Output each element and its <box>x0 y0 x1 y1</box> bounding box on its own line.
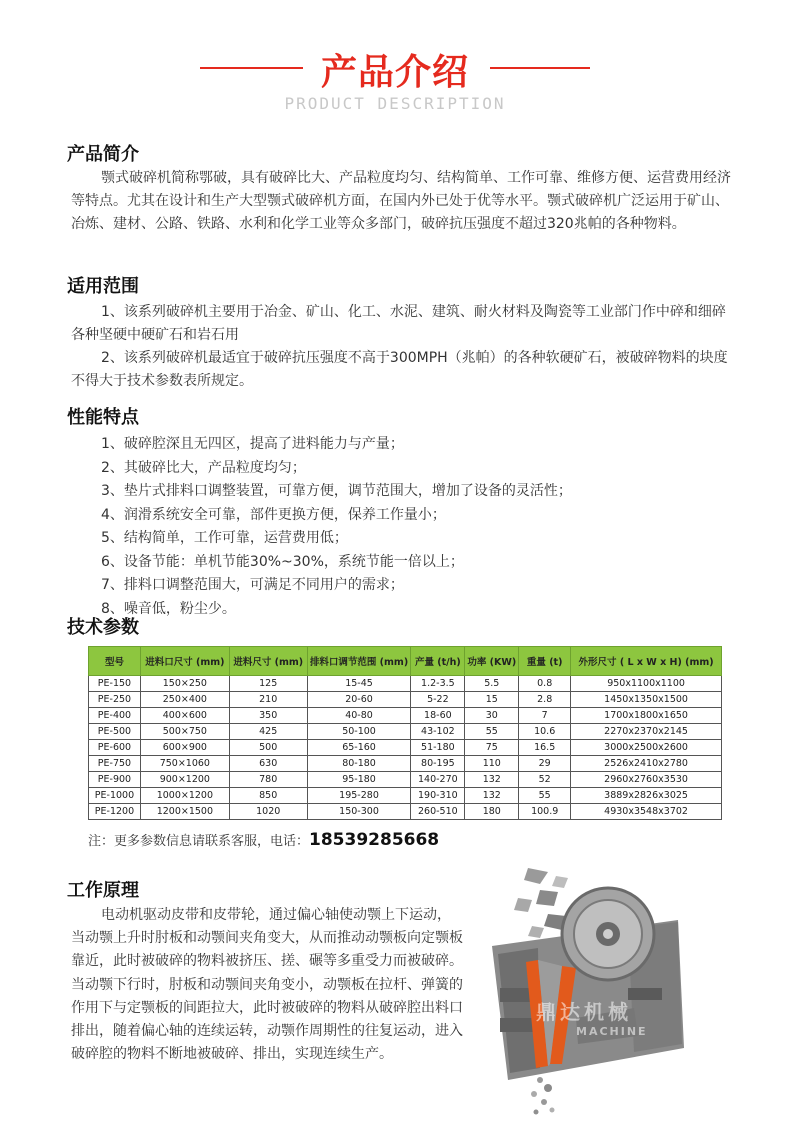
intro-text: 颚式破碎机简称鄂破，具有破碎比大、产品粒度均匀、结构简单、工作可靠、维修方便、运营费用经济等特点。尤其在设计和生产大型颚式破碎机方面，在国内外已处于优等水平。颚式破碎机广泛运用于矿山、冶炼、建材、公路、铁路、水利和化学工业等众多部门，破碎抗压强度不超过320兆帕的各种物料。 <box>71 170 731 232</box>
table-row <box>89 692 722 708</box>
table-cell: 250×400 <box>140 692 229 708</box>
scope-paragraph-1: 1、该系列破碎机主要用于冶金、矿山、化工、水泥、建筑、耐火材料及陶瓷等工业部门作中碎和细碎各种坚硬中硬矿石和岩石用 <box>71 304 726 343</box>
table-cell: 1700x1800x1650 <box>571 708 722 724</box>
table-cell: PE-600 <box>89 740 141 756</box>
scope-heading: 适用范围 <box>67 276 139 297</box>
table-cell: PE-1000 <box>89 788 141 804</box>
table-cell: 55 <box>465 724 519 740</box>
table-cell: 15 <box>465 692 519 708</box>
table-cell: 50-100 <box>307 724 411 740</box>
table-cell: 80-180 <box>307 756 411 772</box>
principle-text: 电动机驱动皮带和皮带轮，通过偏心轴使动颚上下运动，当动颚上升时肘板和动颚间夹角变大，从而推动动颚板向定颚板靠近，此时被破碎的物料被挤压、搓、碾等多重受力而被破碎。当动颚下行时，肘板和动颚间夹角变小，动颚板在拉杆、弹簧的作用下与定颚板的间距拉大，此时被破碎的物料从破碎腔出料口排出，随着偏心轴的连续运转，动颚作周期性的往复运动，进入破碎腔的物料不断地被破碎、排出，实现连续生产。 <box>71 907 463 1063</box>
phone-number[interactable]: 18539285668 <box>309 830 440 850</box>
jaw-crusher-drawing <box>478 868 693 1118</box>
table-cell: 7 <box>519 708 571 724</box>
table-cell: 95-180 <box>307 772 411 788</box>
feature-item: 5、结构简单，工作可靠，运营费用低； <box>101 530 348 546</box>
table-cell: 10.6 <box>519 724 571 740</box>
feature-item: 4、润滑系统安全可靠，部件更换方便，保养工作量小； <box>101 506 446 523</box>
table-cell: 850 <box>229 788 307 804</box>
table-cell: 400×600 <box>140 708 229 724</box>
table-cell: PE-500 <box>89 724 141 740</box>
table-cell: 1020 <box>229 804 307 820</box>
table-cell: 190-310 <box>411 788 465 804</box>
table-cell: 1450x1350x1500 <box>571 692 722 708</box>
table-cell: 30 <box>465 708 519 724</box>
header-divider-right <box>490 67 590 69</box>
table-row <box>89 772 722 788</box>
table-header-row <box>89 647 722 676</box>
table-cell: 75 <box>465 740 519 756</box>
table-cell: PE-900 <box>89 772 141 788</box>
table-cell: 2.8 <box>519 692 571 708</box>
table-cell: 18-60 <box>411 708 465 724</box>
table-cell: 750×1060 <box>140 756 229 772</box>
table-cell: 5.5 <box>465 676 519 692</box>
column-header: 进料尺寸 (mm) <box>229 647 307 676</box>
table-cell: 3889x2826x3025 <box>571 788 722 804</box>
table-cell: 65-160 <box>307 740 411 756</box>
jaw-crusher-illustration <box>478 868 693 1118</box>
table-cell: 260-510 <box>411 804 465 820</box>
intro-heading: 产品简介 <box>67 144 139 165</box>
column-header: 进料口尺寸 (mm) <box>140 647 229 676</box>
column-header: 型号 <box>89 647 141 676</box>
table-cell: 1.2-3.5 <box>411 676 465 692</box>
table-cell: 500 <box>229 740 307 756</box>
table-cell: 2270x2370x2145 <box>571 724 722 740</box>
table-cell: 780 <box>229 772 307 788</box>
page-title: 产品介绍 <box>320 52 469 93</box>
column-header: 外形尺寸 ( L x W x H) (mm) <box>571 647 722 676</box>
table-cell: PE-1200 <box>89 804 141 820</box>
table-cell: 350 <box>229 708 307 724</box>
table-row <box>89 788 722 804</box>
scope-paragraph-2: 2、该系列破碎机最适宜于破碎抗压强度不高于300MPH（兆帕）的各种软硬矿石，被破碎物料的块度不得大于技术参数表所规定。 <box>71 350 728 389</box>
table-cell: 132 <box>465 772 519 788</box>
spec-table <box>88 646 722 820</box>
table-cell: 132 <box>465 788 519 804</box>
page-subtitle: PRODUCT DESCRIPTION <box>284 94 506 113</box>
table-cell: 43-102 <box>411 724 465 740</box>
column-header: 功率 (KW) <box>465 647 519 676</box>
watermark-logo <box>506 996 686 1046</box>
table-cell: 55 <box>519 788 571 804</box>
features-list <box>101 433 572 621</box>
note-label: 注：更多参数信息请联系客服，电话： <box>88 834 310 849</box>
table-cell: 52 <box>519 772 571 788</box>
table-cell: 2960x2760x3530 <box>571 772 722 788</box>
feature-item: 6、设备节能：单机节能30%~30%，系统节能一倍以上； <box>101 553 464 570</box>
table-cell: 20-60 <box>307 692 411 708</box>
table-cell: 140-270 <box>411 772 465 788</box>
feature-item: 7、排料口调整范围大，可满足不同用户的需求； <box>101 577 404 593</box>
feature-item: 1、破碎腔深且无四区，提高了进料能力与产量； <box>101 436 404 452</box>
table-cell: PE-400 <box>89 708 141 724</box>
features-heading: 性能特点 <box>67 407 139 428</box>
table-cell: 150-300 <box>307 804 411 820</box>
table-cell: 150×250 <box>140 676 229 692</box>
table-cell: 950x1100x1100 <box>571 676 722 692</box>
table-cell: 1200×1500 <box>140 804 229 820</box>
feature-item: 8、噪音低，粉尘少。 <box>101 600 236 617</box>
watermark-en: MACHINE <box>576 1025 648 1038</box>
table-cell: 1000×1200 <box>140 788 229 804</box>
table-cell: 15-45 <box>307 676 411 692</box>
specs-heading: 技术参数 <box>67 617 139 638</box>
table-cell: PE-250 <box>89 692 141 708</box>
table-row <box>89 724 722 740</box>
table-cell: 900×1200 <box>140 772 229 788</box>
contact-note <box>88 830 439 850</box>
table-cell: 40-80 <box>307 708 411 724</box>
column-header: 重量 (t) <box>519 647 571 676</box>
table-cell: 4930x3548x3702 <box>571 804 722 820</box>
table-row <box>89 804 722 820</box>
table-row <box>89 708 722 724</box>
table-cell: 195-280 <box>307 788 411 804</box>
table-cell: 80-195 <box>411 756 465 772</box>
table-cell: 125 <box>229 676 307 692</box>
table-cell: PE-750 <box>89 756 141 772</box>
table-cell: 425 <box>229 724 307 740</box>
column-header: 产量 (t/h) <box>411 647 465 676</box>
table-cell: 51-180 <box>411 740 465 756</box>
table-cell: 16.5 <box>519 740 571 756</box>
principle-heading: 工作原理 <box>67 880 139 901</box>
table-cell: 210 <box>229 692 307 708</box>
table-cell: PE-150 <box>89 676 141 692</box>
table-cell: 600×900 <box>140 740 229 756</box>
table-cell: 500×750 <box>140 724 229 740</box>
table-row <box>89 740 722 756</box>
table-cell: 2526x2410x2780 <box>571 756 722 772</box>
watermark-cn: 鼎达机械 <box>536 1000 632 1024</box>
page-header <box>0 0 790 130</box>
table-cell: 5-22 <box>411 692 465 708</box>
table-cell: 29 <box>519 756 571 772</box>
column-header: 排料口调节范围 (mm) <box>307 647 411 676</box>
table-cell: 0.8 <box>519 676 571 692</box>
table-cell: 180 <box>465 804 519 820</box>
table-cell: 630 <box>229 756 307 772</box>
table-cell: 100.9 <box>519 804 571 820</box>
feature-item: 2、其破碎比大，产品粒度均匀； <box>101 459 306 476</box>
table-row <box>89 676 722 692</box>
table-cell: 110 <box>465 756 519 772</box>
table-cell: 3000x2500x2600 <box>571 740 722 756</box>
table-row <box>89 756 722 772</box>
feature-item: 3、垫片式排料口调整装置，可靠方便，调节范围大，增加了设备的灵活性； <box>101 483 572 499</box>
